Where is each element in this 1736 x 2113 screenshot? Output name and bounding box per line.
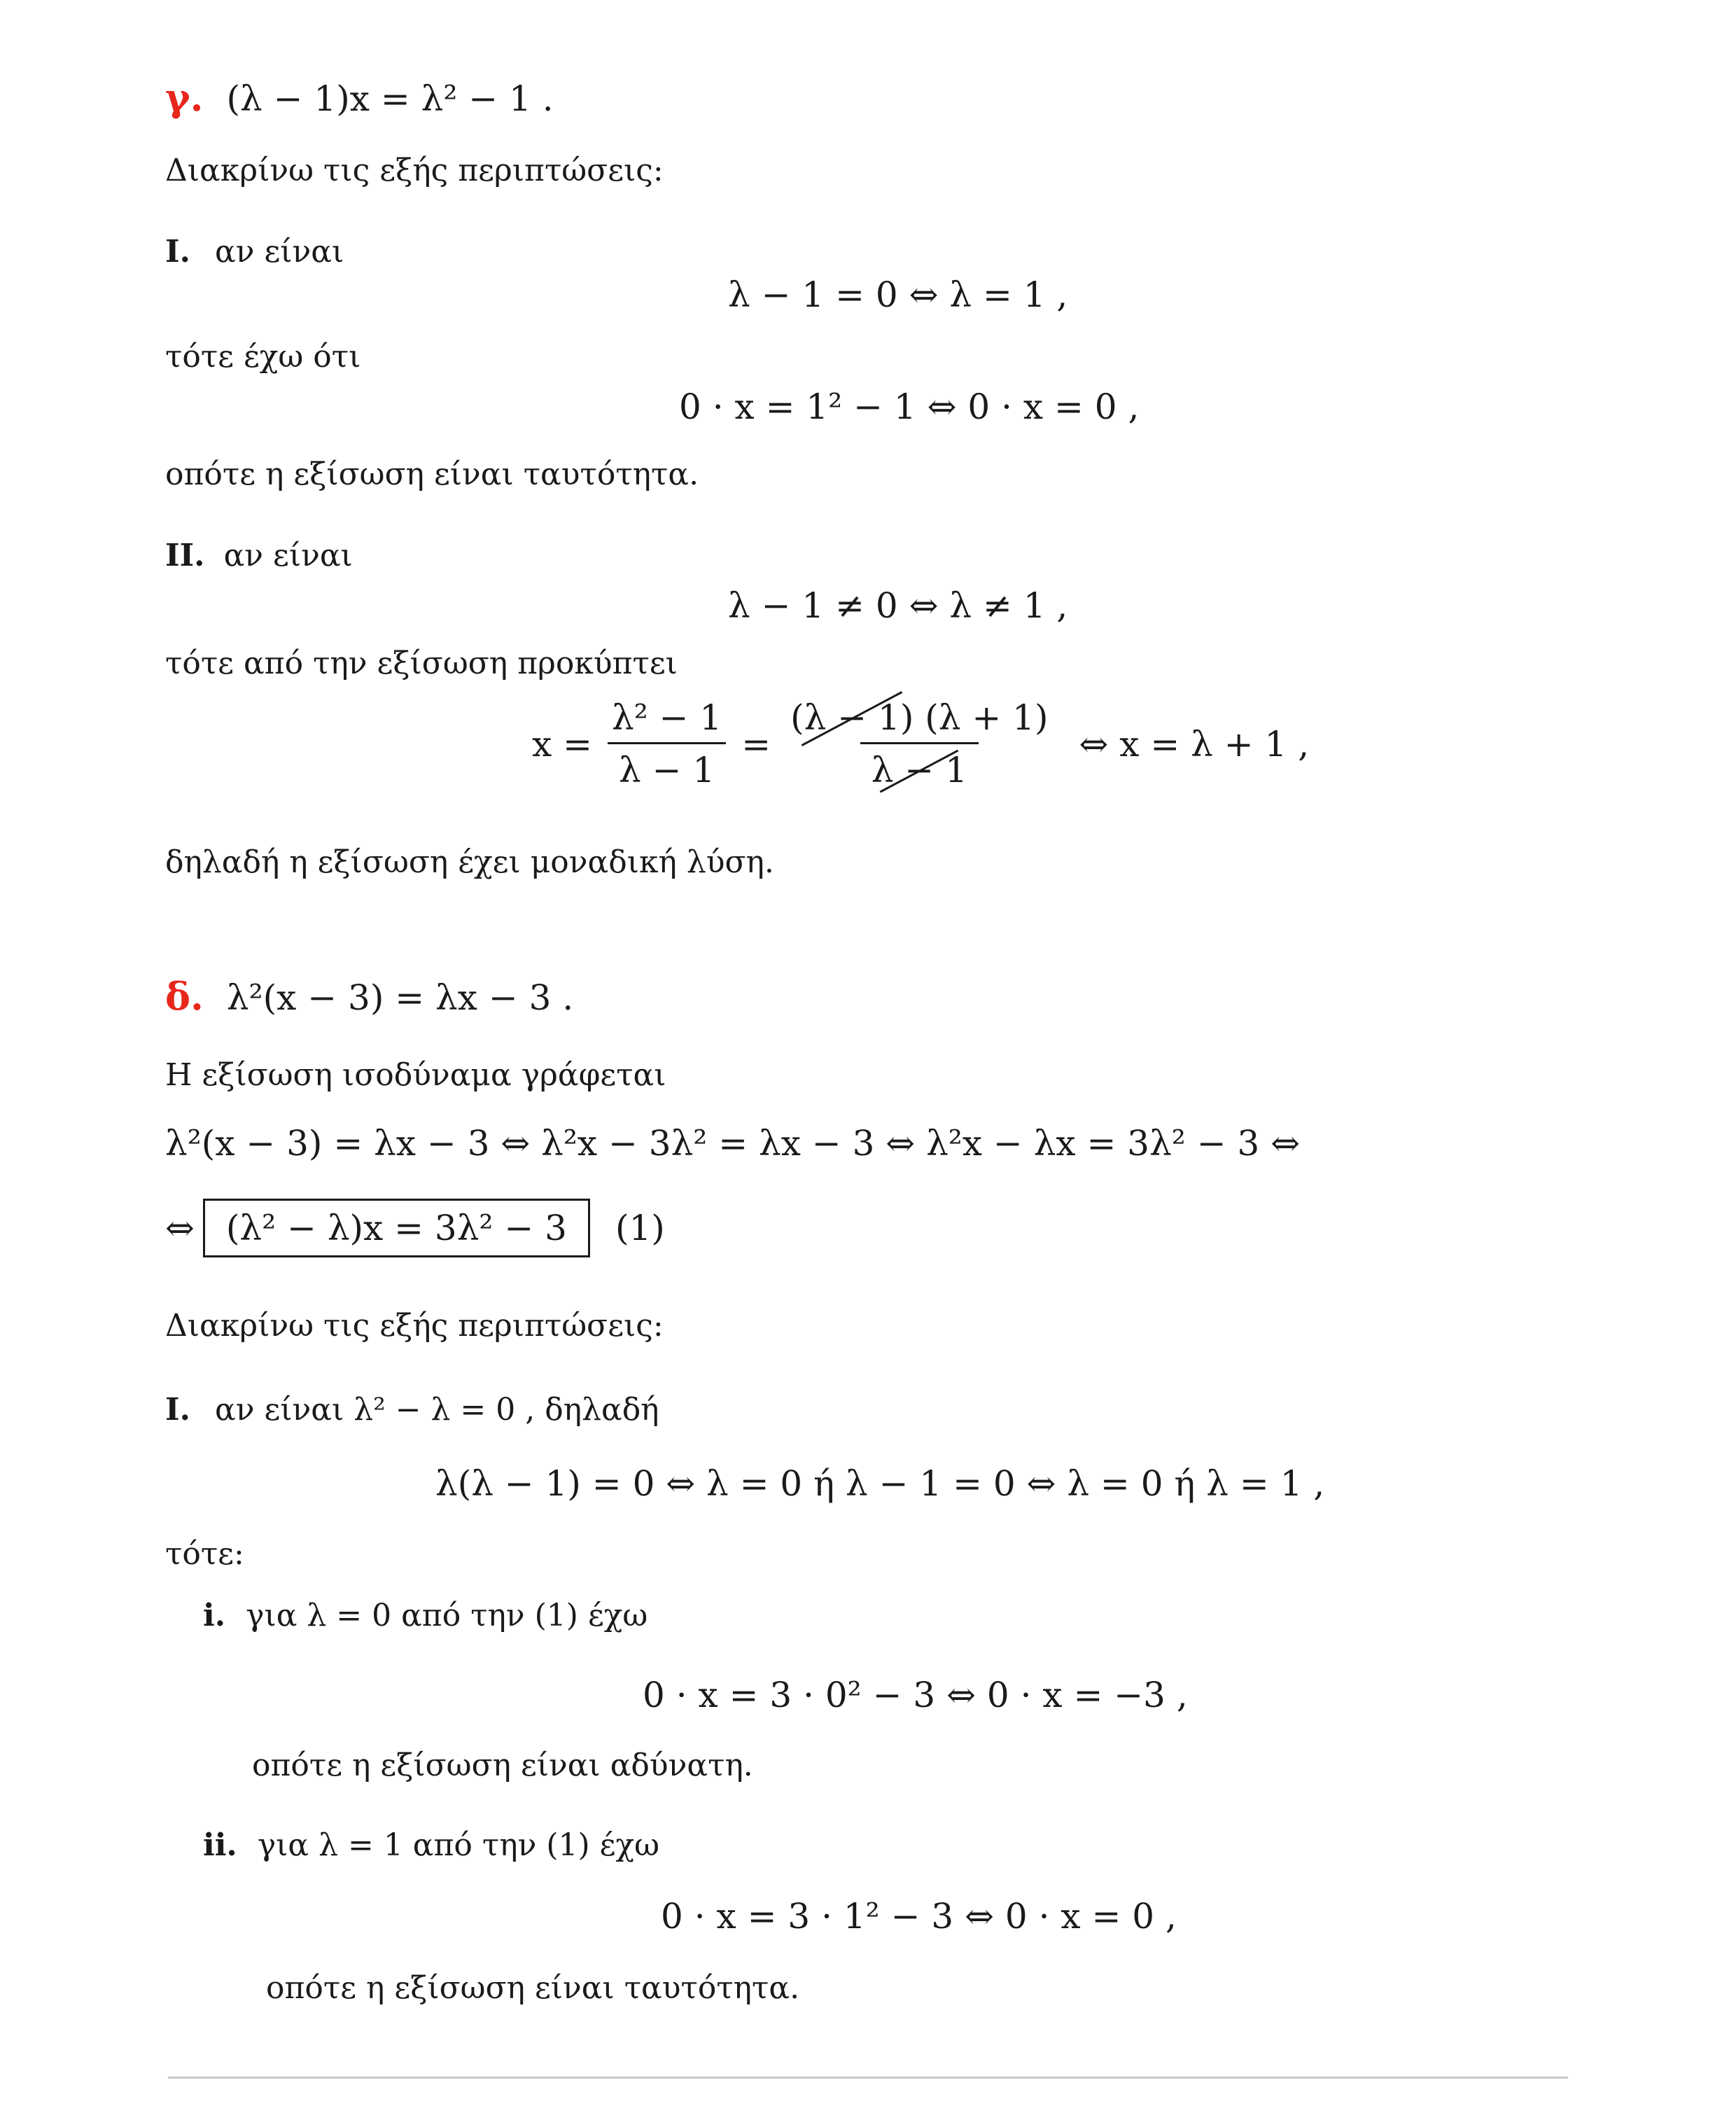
fraction-2-denominator — [860, 742, 979, 788]
cancelled-factor: (λ − 1) — [790, 697, 914, 738]
gamma-case1-cond: αν είναι — [215, 234, 344, 270]
subcase-ii-conclusion: οπότε η εξίσωση είναι ταυτότητα. — [266, 1970, 800, 2006]
subcase-ii-text: για λ = 1 από την (1) έχω — [257, 1827, 659, 1863]
boxed-equation: (λ² − λ)x = 3λ² − 3 — [203, 1199, 590, 1257]
subcase-ii-label: ii. — [203, 1827, 237, 1863]
delta-case1-cond: αν είναι λ² − λ = 0 , δηλαδή — [215, 1392, 659, 1428]
part-gamma-heading — [165, 75, 554, 120]
cancelled-denominator: λ − 1 — [871, 750, 967, 790]
gamma-case1-eq1: λ − 1 = 0 ⇔ λ = 1 , — [728, 274, 1068, 315]
gamma-case2-conclusion: δηλαδή η εξίσωση έχει μοναδική λύση. — [165, 844, 774, 880]
fraction-1 — [601, 697, 733, 790]
gamma-case1-eq2: 0 · x = 1² − 1 ⇔ 0 · x = 0 , — [679, 386, 1140, 427]
subcase-i-text: για λ = 0 από την (1) έχω — [246, 1598, 648, 1633]
gamma-case2-heading — [165, 538, 353, 573]
delta-case1-heading — [165, 1392, 659, 1428]
delta-case1-eq: λ(λ − 1) = 0 ⇔ λ = 0 ή λ − 1 = 0 ⇔ λ = 0 ή λ = 1 , — [435, 1463, 1325, 1504]
part-delta-heading — [165, 974, 574, 1019]
fraction-2 — [779, 697, 1059, 790]
delta-intro-text: Διακρίνω τις εξής περιπτώσεις: — [165, 1308, 664, 1344]
subcase-ii-eq: 0 · x = 3 · 1² − 3 ⇔ 0 · x = 0 , — [661, 1896, 1177, 1937]
gamma-case1-label: I. — [165, 234, 190, 270]
gamma-case1-heading — [165, 234, 344, 270]
subcase-i-heading — [203, 1598, 648, 1633]
gamma-case2-eq1: λ − 1 ≠ 0 ⇔ λ ≠ 1 , — [728, 585, 1068, 626]
part-gamma-equation: (λ − 1)x = λ² − 1 . — [226, 78, 554, 119]
remaining-factor: (λ + 1) — [925, 697, 1049, 738]
fraction-1-numerator: λ² − 1 — [612, 697, 722, 738]
page-footer-rule — [168, 2077, 1568, 2079]
gamma-case2-cond: αν είναι — [223, 538, 353, 573]
part-delta-equation: λ²(x − 3) = λx − 3 . — [226, 977, 574, 1018]
gamma-intro-text: Διακρίνω τις εξής περιπτώσεις: — [165, 153, 664, 188]
fraction-1-denominator: λ − 1 — [608, 742, 726, 788]
delta-boxed-line — [165, 1199, 665, 1257]
subcase-i-label: i. — [203, 1598, 226, 1633]
gamma-case1-then: τότε έχω ότι — [165, 339, 361, 375]
delta-case1-then: τότε: — [165, 1536, 244, 1572]
part-delta-label: δ. — [165, 974, 204, 1019]
fraction-2-numerator — [779, 697, 1059, 742]
equivalence-symbol: ⇔ — [165, 1208, 195, 1248]
gamma-case2-then: τότε από την εξίσωση προκύπτει — [165, 646, 678, 681]
x-equals: x = — [532, 723, 592, 765]
gamma-case2-fraction-equation — [532, 697, 1310, 790]
gamma-case2-label: II. — [165, 538, 205, 573]
part-gamma-label: γ. — [165, 75, 204, 120]
subcase-i-conclusion: οπότε η εξίσωση είναι αδύνατη. — [252, 1748, 753, 1783]
delta-case1-label: I. — [165, 1392, 190, 1428]
equation-tag: (1) — [615, 1208, 665, 1248]
subcase-ii-heading — [203, 1827, 659, 1863]
delta-equation-chain: λ²(x − 3) = λx − 3 ⇔ λ²x − 3λ² = λx − 3 ⇔ λ²x − λx = 3λ² − 3 ⇔ — [165, 1123, 1301, 1164]
equals-sign: = — [741, 723, 771, 765]
subcase-i-eq: 0 · x = 3 · 0² − 3 ⇔ 0 · x = −3 , — [643, 1675, 1188, 1715]
fraction-result: ⇔ x = λ + 1 , — [1079, 723, 1310, 765]
delta-rewrite-text: Η εξίσωση ισοδύναμα γράφεται — [165, 1057, 666, 1093]
gamma-case1-conclusion: οπότε η εξίσωση είναι ταυτότητα. — [165, 456, 699, 492]
